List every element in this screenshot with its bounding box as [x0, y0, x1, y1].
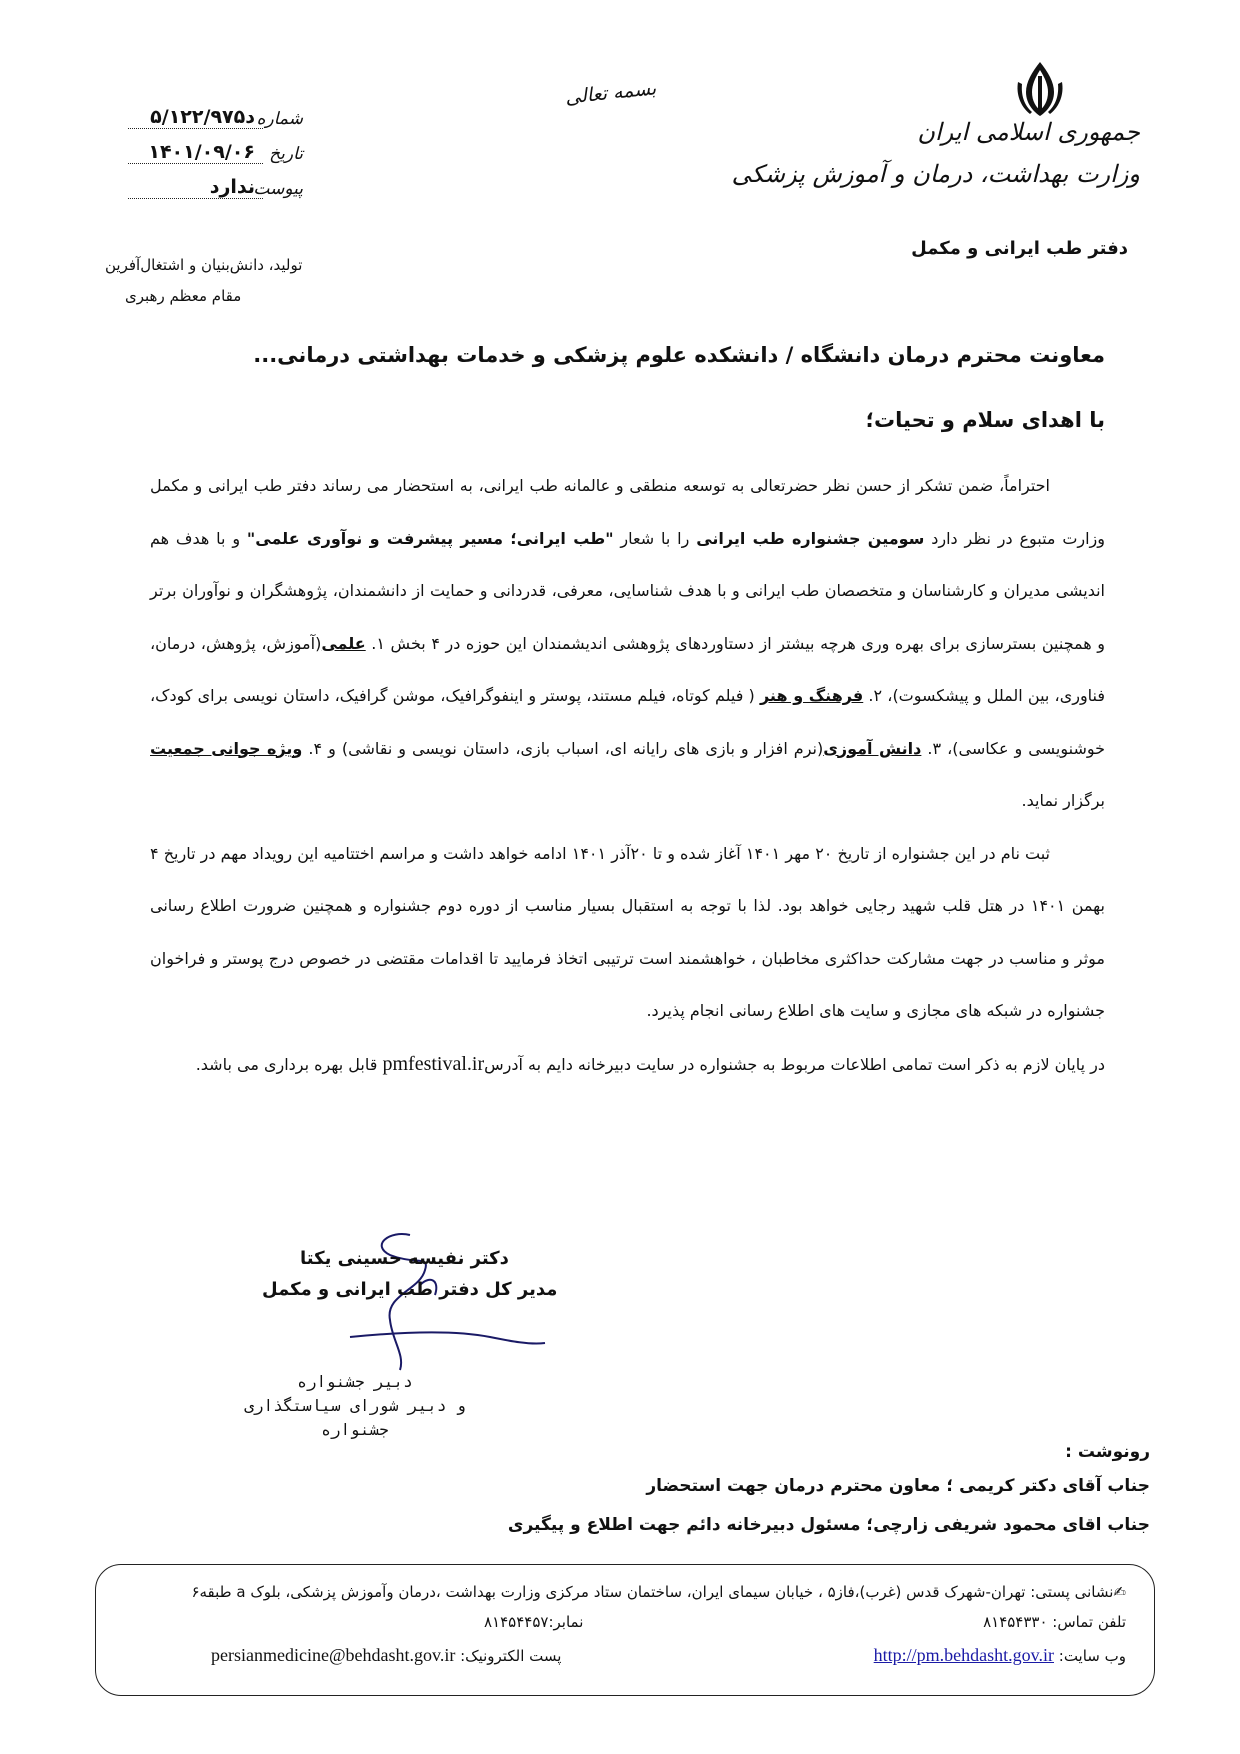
footer-phone — [983, 1613, 1126, 1631]
ministry-name-line2: وزارت بهداشت، درمان و آموزش پزشکی — [731, 160, 1140, 188]
body-paragraph-3 — [150, 1038, 1105, 1092]
festival-url: pmfestival.ir — [382, 1052, 485, 1075]
p1-text-f: (آموزش، پژوهش، درمان، فناوری، بین الملل و پیشکسوت)، ۲. — [150, 633, 1106, 705]
p3-text-b: قابل بهره برداری می باشد. — [195, 1054, 383, 1074]
slogan-line1: تولید، دانش‌بنیان و اشتغال‌آفرین — [105, 256, 303, 274]
office-name: دفتر طب ایرانی و مکمل — [911, 238, 1128, 259]
p1-text-e: و با هدف هم اندیشی مدیران و کارشناسان و متخصصان طب ایرانی و با هدف شناسایی، معرفی، قدردانی و حمایت از دانشمندان، پژوهشگران و نوآوران برتر و همچنین بسترسازی برای بهره وری هرچه بیشتر از دستاوردهای پژوهشی اندیشمندان این حوزه در ۴ بخش ۱. — [150, 528, 1106, 653]
body-paragraph-2: ثبت نام در این جشنواره از تاریخ ۲۰ مهر ۱۴۰۱ آغاز شده و تا ۲۰آذر ۱۴۰۱ ادامه خواهد داشت و مراسم اختتامیه این رویداد مهم در تاریخ ۴ بهمن ۱۴۰۱ در هتل قلب شهید رجایی خواهد بود. لذا با توجه به استقبال بسیار مناسب از دوره دوم جشنواره و همچنین ضرورت اطلاع رسانی موثر و مناسب در جهت مشارکت حداکثری مخاطبان ، خواهشمند است ترتیبی اتخاذ فرمایید تا اقدامات مقتضی در خصوص درج پوستر و فراخوان جشنواره در شبکه های مجازی و سایت های اطلاع رسانی انجام پذیرد. — [150, 843, 1106, 1020]
phone-label: تلفن تماس: — [1047, 1613, 1126, 1631]
reference-number-row — [128, 94, 303, 129]
iran-emblem-icon — [1008, 58, 1072, 122]
section-culture-art: فرهنگ و هنر — [759, 686, 864, 705]
p1-text-h: (نرم افزار و بازی های رایانه ای، اسباب بازی، داستان نویسی و نقاشی) و ۴. — [302, 738, 824, 758]
signatory-title: مدیر کل دفتر طب ایرانی و مکمل — [262, 1279, 558, 1300]
cc-title: رونوشت : — [1065, 1442, 1150, 1462]
reference-number-label: شماره — [256, 109, 303, 129]
signatory-name: دکتر نفیسه حسینی یکتا — [300, 1248, 509, 1269]
p1-text-g: ( فیلم کوتاه، فیلم مستند، پوستر و اینفوگرافیک، موشن گرافیک، داستان نویسی برای کودک، خوشنویسی و عکاسی)، ۳. — [150, 686, 1106, 758]
ministry-name-line1: جمهوری اسلامی ایران — [917, 118, 1140, 146]
section-youth-population: ویژه جوانی جمعیت — [150, 738, 303, 758]
p3-text-a: در پایان لازم به ذکر است تمامی اطلاعات مربوط به جشنواره در سایت دبیرخانه دایم به آدرس — [484, 1054, 1105, 1074]
letter-body — [150, 460, 1105, 1091]
reference-date-value: ۱۴۰۱/۰۹/۰۶ — [128, 141, 263, 164]
fax-value: ۸۱۴۵۴۴۵۷ — [484, 1613, 549, 1631]
cc-item: جناب آقای دکتر کریمی ؛ معاون محترم درمان جهت استحضار — [646, 1476, 1150, 1496]
letter-greeting: با اهدای سلام و تحیات؛ — [865, 408, 1105, 432]
reference-date-row — [128, 129, 303, 164]
reference-attachment-row — [128, 164, 303, 199]
reference-date-label: تاریخ — [269, 144, 303, 164]
footer-fax — [484, 1613, 583, 1631]
basmala: بسمه تعالی — [564, 77, 658, 109]
section-scientific: علمی — [321, 633, 366, 653]
slogan-line2: مقام معظم رهبری — [125, 287, 242, 305]
letter-addressee: معاونت محترم درمان دانشگاه / دانشکده علوم پزشکی و خدمات بهداشتی درمانی... — [253, 343, 1105, 367]
signatory-role-line1: دبیر جشنواره — [297, 1372, 413, 1391]
reference-attachment-label: پیوست — [253, 179, 303, 199]
footer-email — [211, 1645, 561, 1666]
fax-label: نمابر: — [548, 1613, 584, 1631]
website-label: وب سایت: — [1054, 1647, 1126, 1665]
p1-text-i: برگزار نماید. — [1021, 791, 1105, 810]
festival-name: سومین جشنواره طب ایرانی — [696, 528, 925, 548]
reference-attachment-value: ندارد — [128, 176, 263, 199]
signatory-role-line2: و دبیر شورای سیاستگذاری — [244, 1396, 466, 1415]
email-value[interactable]: persianmedicine@behdasht.gov.ir — [211, 1645, 456, 1665]
footer-website — [874, 1645, 1126, 1666]
email-label: پست الکترونیک: — [455, 1647, 562, 1665]
p1-text-a: احتراماً، ضمن تشکر از حسن نظر حضرتعالی به توسعه منطقی و عالمانه طب ایرانی، به استحضار می رساند دفتر طب ایرانی و مکمل وزارت متبوع در نظر دارد — [150, 476, 1106, 548]
body-paragraph-1 — [150, 460, 1105, 828]
phone-value: ۸۱۴۵۴۳۳۰ — [983, 1613, 1048, 1631]
p1-text-c: را با شعار — [613, 528, 697, 548]
footer-address: ✍نشانی پستی: تهران-شهرک قدس (غرب)،فاز۵ ، خیابان سیمای ایران، ساختمان ستاد مرکزی وزارت بهداشت ،درمان وآموزش پزشکی، بلوک a طبقه۶ — [191, 1583, 1126, 1601]
reference-number-value: ۵/۱۲۲/۹۷۵د — [128, 106, 263, 129]
footer-contact-box — [95, 1564, 1155, 1696]
cc-item: جناب اقای محمود شریفی زارچی؛ مسئول دبیرخانه دائم جهت اطلاع و پیگیری — [507, 1515, 1150, 1535]
website-link[interactable]: http://pm.behdasht.gov.ir — [873, 1645, 1054, 1665]
signatory-role — [205, 1370, 505, 1442]
festival-slogan: "طب ایرانی؛ مسیر پیشرفت و نوآوری علمی" — [246, 528, 614, 548]
section-student: دانش آموزی — [823, 738, 922, 758]
signatory-role-line3: جشنواره — [321, 1420, 389, 1439]
reference-block — [128, 94, 303, 199]
